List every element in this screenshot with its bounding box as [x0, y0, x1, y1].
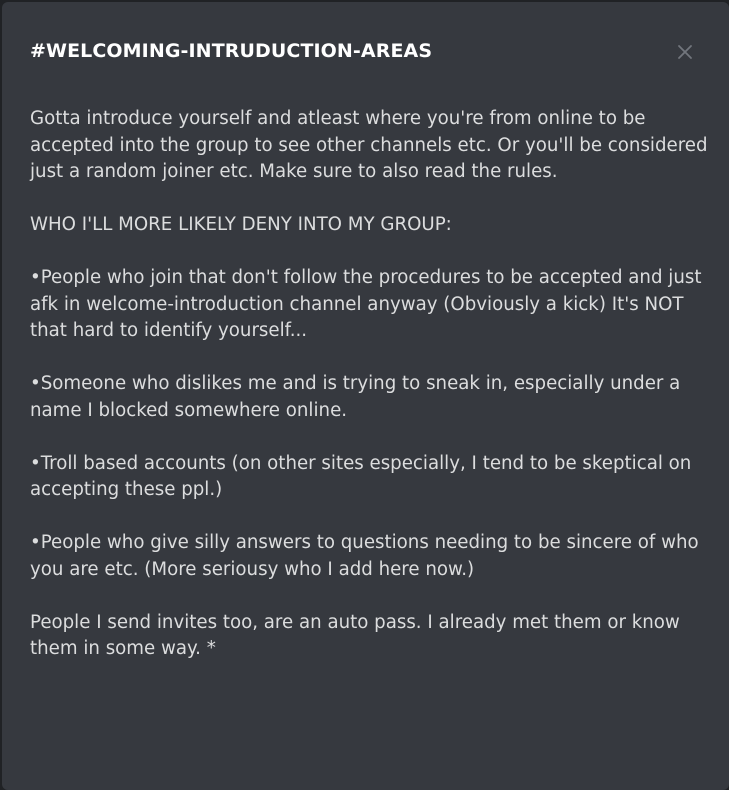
topic-paragraph: •People who join that don't follow the procedures to be accepted and just afk in welcome-introduction channel anyway (Obviously a kick) It's NOT that hard to identify yourself... — [30, 267, 708, 341]
channel-topic-modal — [2, 2, 729, 790]
close-icon — [673, 40, 697, 64]
modal-header — [2, 2, 729, 102]
topic-paragraph: •Troll based accounts (on other sites especially, I tend to be skeptical on accepting these ppl.) — [30, 452, 698, 500]
close-button[interactable] — [673, 40, 697, 64]
topic-paragraph: •Someone who dislikes me and is trying to sneak in, especially under a name I blocked somewhere online. — [30, 373, 687, 421]
channel-topic-text — [30, 106, 714, 663]
topic-paragraph: WHO I'LL MORE LIKELY DENY INTO MY GROUP: — [30, 214, 452, 235]
topic-paragraph: Gotta introduce yourself and atleast where you're from online to be accepted into the group to see other channels etc. Or you'll be considered just a random joiner etc. Make sure to also read the rules. — [30, 108, 714, 182]
topic-paragraph: People I send invites too, are an auto pass. I already met them or know them in some way. * — [30, 611, 686, 659]
modal-title: #WELCOMING-INTRUDUCTION-AREAS — [30, 40, 433, 62]
topic-paragraph: •People who give silly answers to questions needing to be sincere of who you are etc. (More seriousy who I add here now.) — [30, 532, 705, 580]
